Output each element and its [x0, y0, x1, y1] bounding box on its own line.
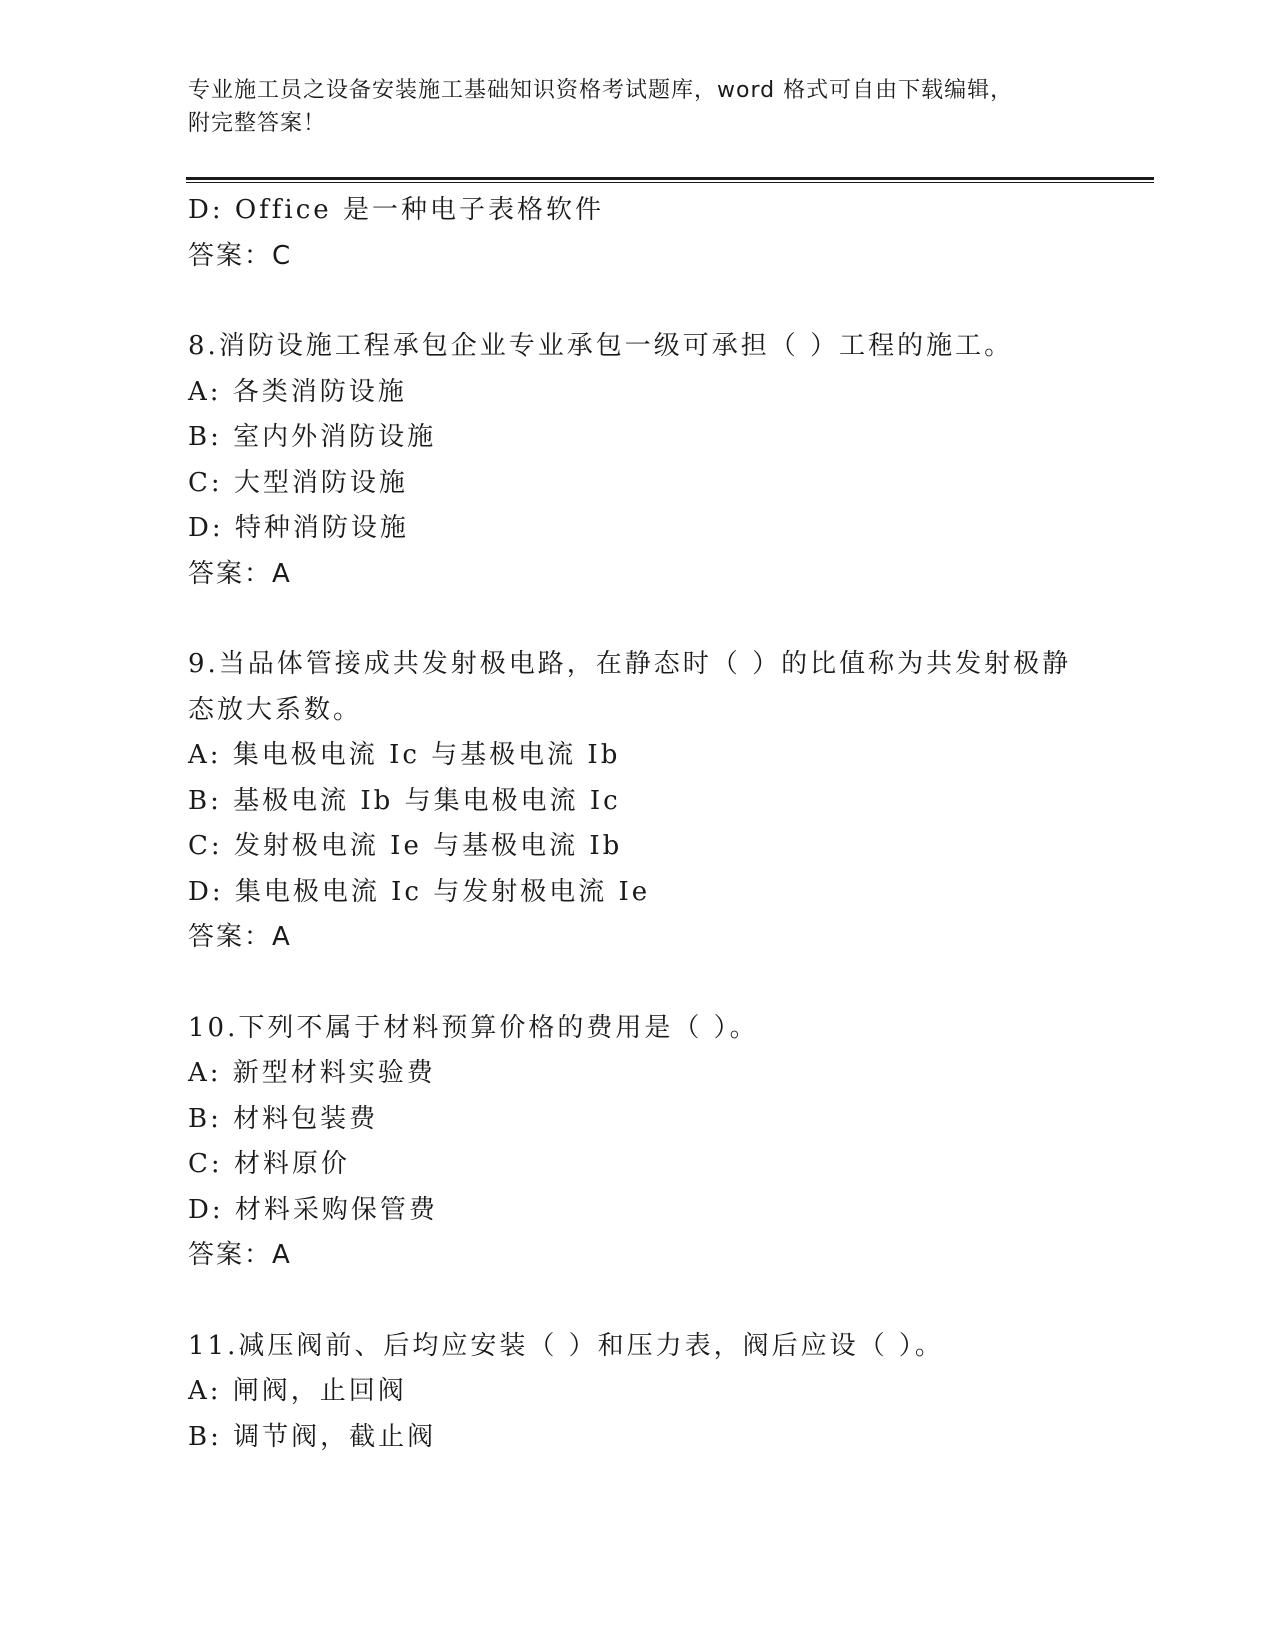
spacer [188, 1279, 1088, 1324]
question-stem: 10.下列不属于材料预算价格的费用是（ ）。 [188, 1012, 759, 1043]
header-divider-thin [186, 182, 1154, 183]
question-9 [188, 642, 1088, 961]
question-7-tail [188, 188, 1088, 279]
question-10 [188, 1006, 1088, 1279]
option-a: A: 各类消防设施 [188, 376, 407, 407]
header-line-2: 附完整答案！ [188, 111, 327, 136]
option-b: B: 基极电流 Ib 与集电极电流 Ic [188, 785, 621, 816]
option-b: B: 调节阀，截止阀 [188, 1421, 437, 1452]
answer: 答案：A [188, 922, 292, 952]
header-line-1: 专业施工员之设备安装施工基础知识资格考试题库，word 格式可自由下载编辑， [188, 78, 1014, 103]
spacer [188, 597, 1088, 642]
option-a: A: 新型材料实验费 [188, 1058, 436, 1088]
option-d: D: 集电极电流 Ic 与发射极电流 Ie [188, 876, 651, 907]
option-b: B: 室内外消防设施 [188, 422, 437, 452]
question-stem: 8.消防设施工程承包企业专业承包一级可承担（ ）工程的施工。 [188, 331, 1014, 361]
question-list [188, 188, 1088, 1460]
header-divider-thick [186, 177, 1154, 180]
option-d: D: Office 是一种电子表格软件 [188, 195, 604, 225]
document-header [188, 74, 1068, 140]
option-d: D: 材料采购保管费 [188, 1194, 438, 1225]
answer: 答案：A [188, 558, 292, 589]
option-b: B: 材料包装费 [188, 1103, 379, 1134]
option-d: D: 特种消防设施 [188, 513, 409, 543]
question-stem: 11.减压阀前、后均应安装（ ）和压力表，阀后应设（ ）。 [188, 1330, 944, 1361]
spacer [188, 961, 1088, 1006]
option-a: A: 集电极电流 Ic 与基极电流 Ib [188, 740, 621, 770]
option-c: C: 发射极电流 Ie 与基极电流 Ib [188, 831, 623, 861]
question-stem: 9.当品体管接成共发射极电路，在静态时（ ）的比值称为共发射极静 [188, 649, 1072, 679]
question-8 [188, 324, 1088, 597]
spacer [188, 279, 1088, 324]
option-c: C: 大型消防设施 [188, 467, 408, 498]
answer: 答案：A [188, 1240, 292, 1270]
answer: 答案：C [188, 240, 293, 271]
option-a: A: 闸阀，止回阀 [188, 1376, 407, 1406]
question-11 [188, 1324, 1088, 1461]
option-c: C: 材料原价 [188, 1149, 350, 1179]
question-stem-continued: 态放大系数。 [188, 694, 363, 725]
